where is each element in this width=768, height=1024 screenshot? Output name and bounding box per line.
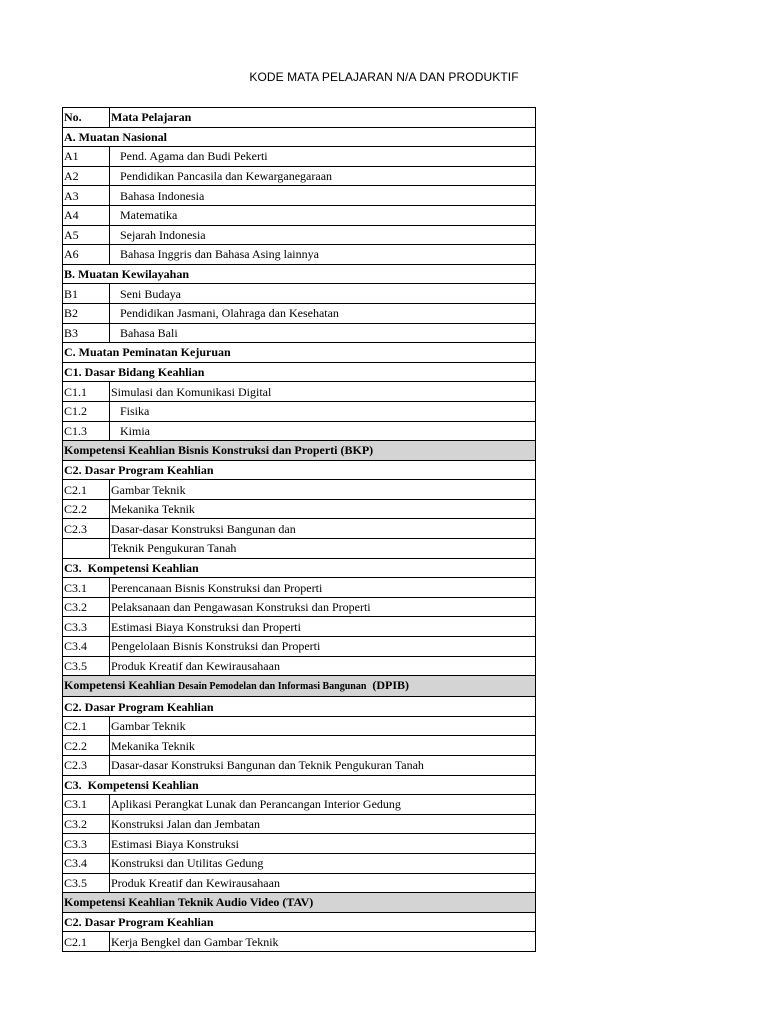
band-prefix: Kompetensi Keahlian [64,678,179,693]
subject-name: Fisika [110,401,536,421]
subject-code: C3.5 [63,873,110,893]
subject-code: C3.2 [63,597,110,617]
subject-name: Kimia [110,421,536,441]
table-row [63,382,536,402]
subject-code: A2 [63,166,110,186]
program-band-title: Kompetensi Keahlian Teknik Audio Video (TAV) [63,893,536,913]
subject-name: Simulasi dan Komunikasi Digital [110,382,536,402]
subject-code-table [62,107,536,952]
subject-name: Pend. Agama dan Budi Pekerti [110,147,536,167]
page-title: KODE MATA PELAJARAN N/A DAN PRODUKTIF [249,70,519,84]
subject-name: Dasar-dasar Konstruksi Bangunan dan [110,519,536,539]
header-subject: Mata Pelajaran [110,108,536,128]
table-row [63,303,536,323]
program-band-row [63,676,536,697]
section-row [63,264,536,284]
table-row [63,656,536,676]
table-row [63,245,536,265]
section-title: C3. Kompetensi Keahlian [63,558,536,578]
section-title: C1. Dasar Bidang Keahlian [63,362,536,382]
subject-code: A5 [63,225,110,245]
table-row [63,519,536,539]
section-title: C3. Kompetensi Keahlian [63,775,536,795]
subject-code: C1.1 [63,382,110,402]
table-row [63,205,536,225]
subject-name: Aplikasi Perangkat Lunak dan Perancangan Interior Gedung [110,795,536,815]
table-row [63,539,536,559]
subject-code: C2.1 [63,932,110,952]
subject-code: B3 [63,323,110,343]
table-row [63,795,536,815]
subject-name: Sejarah Indonesia [110,225,536,245]
section-row [63,697,536,717]
subject-code: C3.1 [63,795,110,815]
table-row [63,166,536,186]
subject-name: Konstruksi dan Utilitas Gedung [110,853,536,873]
section-row [63,558,536,578]
table-row [63,637,536,657]
section-row [63,127,536,147]
section-row [63,912,536,932]
subject-code: C1.2 [63,401,110,421]
program-band-row [63,893,536,913]
section-title: C. Muatan Peminatan Kejuruan [63,343,536,363]
table-row [63,225,536,245]
section-title: B. Muatan Kewilayahan [63,264,536,284]
subject-name: Matematika [110,205,536,225]
subject-code: B2 [63,303,110,323]
program-band-title: Kompetensi Keahlian Bisnis Konstruksi dan Properti (BKP) [63,441,536,461]
subject-code: C2.1 [63,716,110,736]
subject-name: Estimasi Biaya Konstruksi [110,834,536,854]
subject-code: A4 [63,205,110,225]
table-row [63,814,536,834]
table-row [63,932,536,952]
subject-code: C3.2 [63,814,110,834]
table-row [63,756,536,776]
table-row [63,853,536,873]
program-band-title [63,676,536,697]
subject-name: Produk Kreatif dan Kewirausahaan [110,873,536,893]
section-row [63,775,536,795]
band-program-code: (DPIB) [366,678,410,693]
subject-code: C2.2 [63,499,110,519]
section-title: C2. Dasar Program Keahlian [63,697,536,717]
table-row [63,736,536,756]
subject-code: C2.3 [63,519,110,539]
subject-name: Perencanaan Bisnis Konstruksi dan Properti [110,578,536,598]
subject-code: C2.3 [63,756,110,776]
subject-name: Gambar Teknik [110,480,536,500]
subject-name: Gambar Teknik [110,716,536,736]
subject-code: C2.2 [63,736,110,756]
subject-code: C3.3 [63,617,110,637]
subject-name: Dasar-dasar Konstruksi Bangunan dan Teknik Pengukuran Tanah [110,756,536,776]
subject-name: Bahasa Indonesia [110,186,536,206]
table-row [63,578,536,598]
table-row [63,716,536,736]
subject-name: Pendidikan Pancasila dan Kewarganegaraan [110,166,536,186]
section-row [63,343,536,363]
table-row [63,401,536,421]
subject-code: C3.3 [63,834,110,854]
table-row [63,186,536,206]
table-header-row [63,108,536,128]
table-row [63,323,536,343]
subject-code: A1 [63,147,110,167]
subject-name: Pendidikan Jasmani, Olahraga dan Kesehatan [110,303,536,323]
subject-code: C1.3 [63,421,110,441]
table-row [63,284,536,304]
subject-code: C3.4 [63,853,110,873]
subject-name: Mekanika Teknik [110,736,536,756]
subject-name: Teknik Pengukuran Tanah [110,539,536,559]
table-row [63,480,536,500]
subject-code: C3.5 [63,656,110,676]
subject-name: Bahasa Bali [110,323,536,343]
subject-name: Mekanika Teknik [110,499,536,519]
program-band-row [63,441,536,461]
subject-name: Pengelolaan Bisnis Konstruksi dan Properti [110,637,536,657]
section-title: C2. Dasar Program Keahlian [63,912,536,932]
table-row [63,617,536,637]
subject-name: Estimasi Biaya Konstruksi dan Properti [110,617,536,637]
band-program-name: Desain Pemodelan dan Informasi Bangunan [178,681,367,693]
subject-name: Seni Budaya [110,284,536,304]
subject-code: A6 [63,245,110,265]
table-row [63,873,536,893]
table-row [63,597,536,617]
subject-code: C2.1 [63,480,110,500]
subject-name: Pelaksanaan dan Pengawasan Konstruksi dan Properti [110,597,536,617]
section-title: A. Muatan Nasional [63,127,536,147]
subject-name: Kerja Bengkel dan Gambar Teknik [110,932,536,952]
section-row [63,362,536,382]
section-title: C2. Dasar Program Keahlian [63,460,536,480]
table-row [63,147,536,167]
subject-code: C3.1 [63,578,110,598]
subject-code [63,539,110,559]
subject-code: C3.4 [63,637,110,657]
subject-code: B1 [63,284,110,304]
table-row [63,834,536,854]
table-row [63,499,536,519]
subject-name: Bahasa Inggris dan Bahasa Asing lainnya [110,245,536,265]
subject-code: A3 [63,186,110,206]
table-row [63,421,536,441]
subject-name: Produk Kreatif dan Kewirausahaan [110,656,536,676]
subject-name: Konstruksi Jalan dan Jembatan [110,814,536,834]
header-no: No. [63,108,110,128]
section-row [63,460,536,480]
